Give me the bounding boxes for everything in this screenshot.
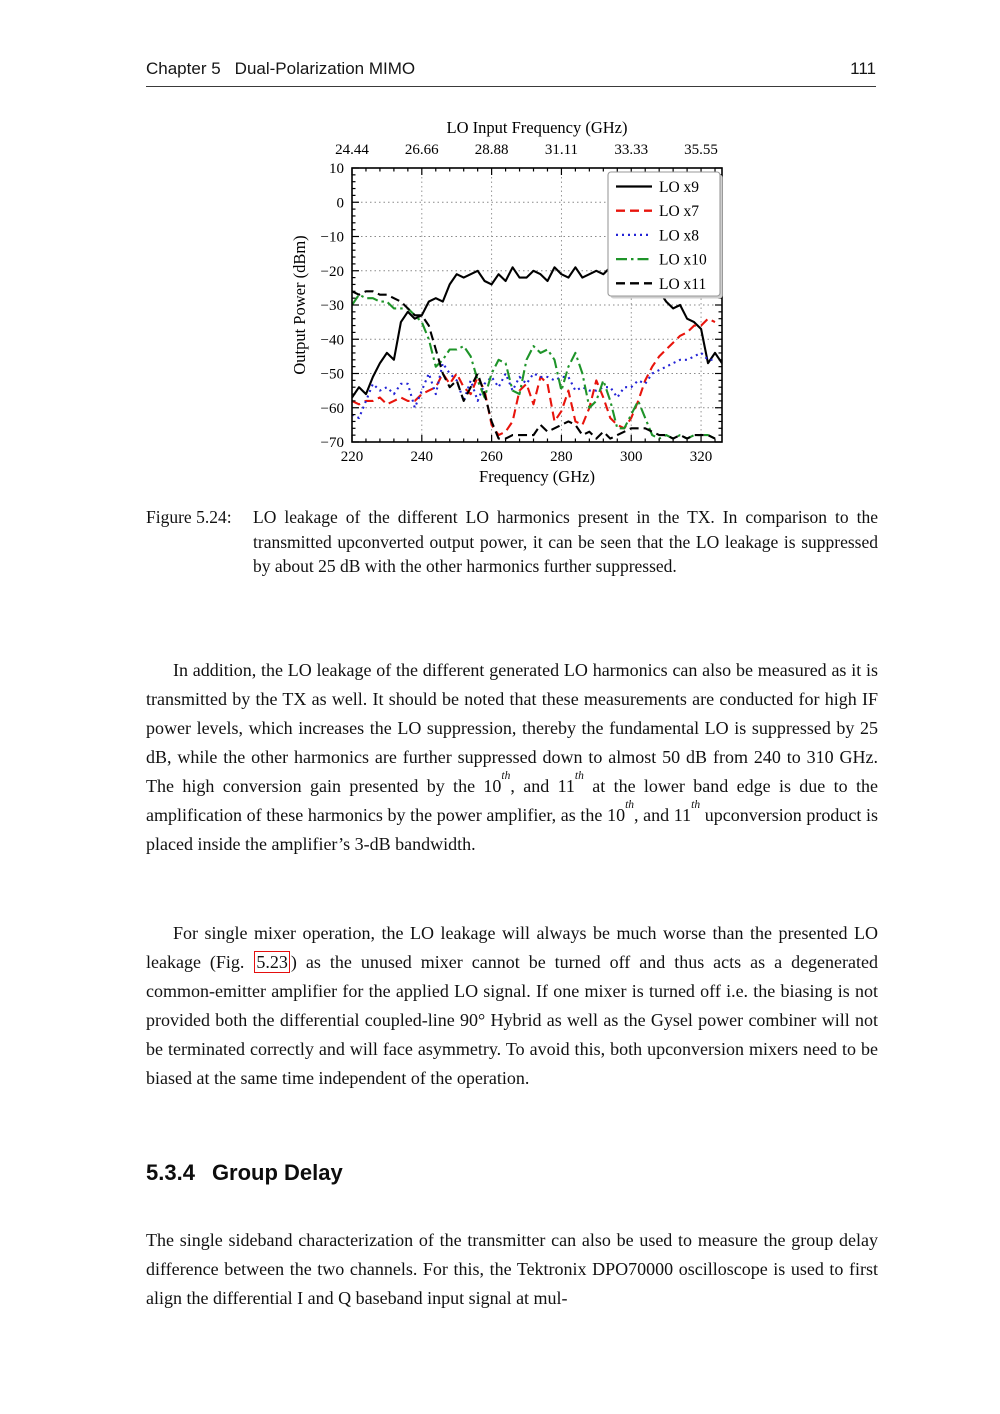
- text-run: In addition, the LO leakage of the different generated LO harmonics can also be measured as it is transmitted by the TX as well. It should be noted that these measurements are conducted for high IF power levels, which increases the LO suppression, thereby the fundamental LO is suppressed by 25 dB, while the other harmonics are further suppressed down to almost 50 dB from 240 to 310 GHz. The high conversion gain presented by the 10: [146, 660, 878, 796]
- section-number: 5.3.4: [146, 1160, 195, 1185]
- superscript: th: [501, 770, 511, 782]
- page-header: [146, 59, 876, 79]
- y-tick-label: 10: [329, 161, 344, 177]
- legend-label: LO x9: [659, 179, 700, 196]
- y-tick-label: −50: [320, 366, 344, 383]
- top-axis-label: LO Input Frequency (GHz): [446, 118, 628, 137]
- header-page-number: 111: [850, 59, 876, 78]
- text-run: For single mixer operation, the LO leakage will always be much worse than the presented LO leakage (Fig.: [146, 923, 878, 972]
- section-title: Group Delay: [211, 1160, 343, 1185]
- y-tick-label: −10: [320, 229, 344, 246]
- header-chapter-name: Dual-Polarization MIMO: [234, 59, 416, 78]
- x-tick-label: 220: [340, 449, 364, 465]
- legend-label: LO x7: [659, 203, 700, 221]
- y-tick-label: −60: [320, 400, 344, 417]
- text-run: , and 11: [510, 776, 575, 796]
- lo-leakage-chart: [290, 118, 760, 500]
- legend-label: LO x11: [659, 275, 707, 293]
- body-paragraph-3: [146, 1226, 878, 1313]
- figure-5-24: [290, 118, 760, 505]
- superscript: th: [691, 799, 701, 811]
- figure-caption-text: LO leakage of the different LO harmonics present in the TX. In comparison to the transmitted upconverted output power, it can be seen that the LO leakage is suppressed by about 25 dB with the other harmonics further suppressed.: [253, 507, 878, 576]
- y-axis-label: Output Power (dBm): [290, 235, 309, 375]
- y-tick-label: 0: [336, 195, 344, 212]
- text-run: The single sideband characterization of the transmitter can also be used to measure the group delay difference between the two channels. For this, the Tektronix DPO70000 oscilloscope is used to first align the differential I and Q baseband input signal at mul-: [146, 1230, 878, 1308]
- top-tick-label: 28.88: [474, 142, 509, 158]
- legend-label: LO x8: [659, 227, 700, 245]
- y-tick-label: −40: [320, 332, 344, 349]
- x-tick-label: 320: [689, 449, 713, 465]
- series-line-lo-x8: [352, 353, 715, 418]
- section-heading: [146, 1160, 343, 1186]
- x-tick-label: 300: [619, 449, 643, 465]
- figure-caption: [146, 505, 878, 579]
- top-tick-label: 24.44: [335, 142, 369, 158]
- x-tick-label: 280: [550, 449, 573, 465]
- header-rule: [146, 86, 876, 87]
- text-run: , and 11: [634, 805, 692, 825]
- x-tick-label: 240: [410, 449, 434, 465]
- top-tick-label: 26.66: [404, 142, 439, 158]
- top-tick-label: 31.11: [544, 142, 579, 158]
- superscript: th: [574, 770, 584, 782]
- y-tick-label: −20: [320, 263, 344, 280]
- top-tick-label: 35.55: [684, 142, 718, 158]
- x-tick-label: 260: [480, 449, 503, 465]
- superscript: th: [625, 799, 635, 811]
- header-chapter-title: [146, 59, 415, 79]
- figure-reference-link[interactable]: 5.23: [256, 952, 288, 972]
- legend-label: LO x10: [659, 251, 707, 269]
- y-tick-label: −70: [320, 435, 344, 451]
- text-run: upconversion product is placed inside the amplifier’s 3-dB bandwidth.: [146, 805, 878, 854]
- body-paragraph-1: [146, 656, 878, 859]
- figure-caption-label: Figure 5.24:: [146, 507, 232, 527]
- text-run: ) as the unused mixer cannot be turned off and thus acts as a degenerated common-emitter amplifier for the applied LO signal. If one mixer is turned off i.e. the biasing is not provided both the differential coupled-line 90° Hybrid as well as the Gysel power combiner will not be terminated correctly and will face asymmetry. To avoid this, both upconversion mixers need to be biased at the same time independent of the operation.: [146, 952, 879, 1088]
- top-tick-label: 33.33: [614, 142, 649, 158]
- header-chapter-number: Chapter 5: [146, 59, 221, 78]
- series-line-lo-x10: [352, 295, 715, 439]
- text-run: at the lower band edge is due to the amplification of these harmonics by the power amplifier, as the 10: [146, 776, 879, 825]
- body-paragraph-2: [146, 919, 878, 1093]
- y-tick-label: −30: [320, 298, 344, 314]
- x-axis-label: Frequency (GHz): [479, 467, 595, 486]
- series-line-lo-x7: [352, 319, 715, 435]
